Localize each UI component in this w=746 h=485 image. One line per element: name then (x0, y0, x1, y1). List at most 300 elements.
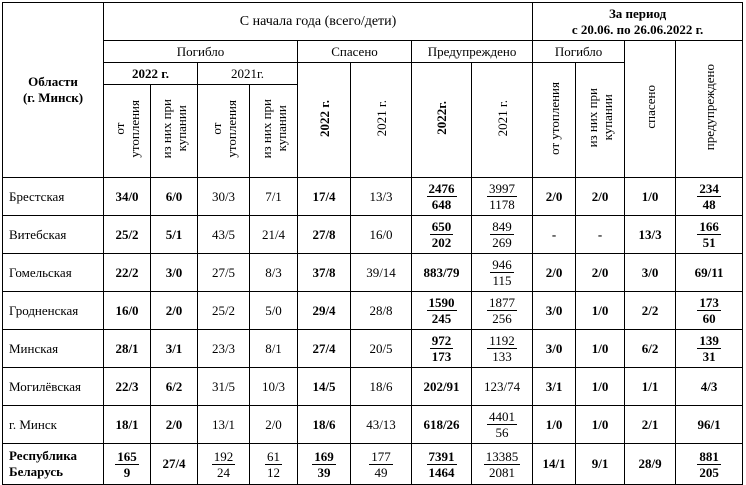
total-region-cell (3, 444, 104, 485)
data-cell (351, 406, 412, 444)
fraction-numerator: 972 (431, 333, 452, 348)
cell-value: 28/8 (369, 302, 393, 318)
data-cell (576, 254, 625, 292)
region-cell (3, 216, 104, 254)
region-header (3, 3, 104, 178)
data-cell (298, 178, 351, 216)
data-cell (576, 178, 625, 216)
fraction-numerator: 946 (492, 257, 512, 272)
data-cell (533, 216, 576, 254)
region-name: Могилёвская (9, 378, 81, 394)
data-cell (250, 216, 298, 254)
cell-value: 1/0 (591, 416, 609, 432)
cell-value: 2/2 (641, 302, 659, 318)
drown-period-header (533, 63, 576, 178)
fraction-numerator: 169 (314, 448, 334, 464)
died-label: Погибло (176, 43, 225, 59)
data-cell (625, 330, 676, 368)
total-cell (298, 444, 351, 485)
fraction-value (697, 333, 721, 364)
data-cell (533, 292, 576, 330)
data-cell (351, 292, 412, 330)
total-cell (625, 444, 676, 485)
prevented-header (412, 41, 533, 63)
fraction-value (265, 449, 282, 480)
data-cell (298, 330, 351, 368)
data-cell (351, 216, 412, 254)
cell-value: 18/6 (312, 416, 336, 432)
data-cell (151, 178, 198, 216)
cell-value: 27/5 (211, 264, 236, 280)
fraction-value (697, 449, 721, 480)
cell-value: 27/4 (162, 456, 186, 471)
data-cell (676, 292, 743, 330)
data-cell (351, 330, 412, 368)
cell-value: 43/13 (366, 416, 396, 432)
died-header (104, 41, 298, 63)
cell-value: 30/3 (211, 188, 236, 204)
drown-2022-label: от утопления (112, 100, 142, 158)
cell-value: 37/8 (312, 264, 336, 280)
total-cell (676, 444, 743, 485)
region-name: Минская (9, 340, 59, 356)
bathing-period-label: из них при купании (585, 88, 616, 148)
data-cell (625, 216, 676, 254)
bathing-2021-header (250, 85, 298, 178)
fraction-denominator: 48 (702, 197, 716, 212)
fraction-denominator: 49 (374, 464, 388, 480)
cell-value: 31/5 (211, 378, 236, 394)
fraction-value (427, 295, 457, 326)
fraction-value (212, 449, 236, 480)
data-cell (412, 368, 472, 406)
data-cell (412, 406, 472, 444)
region-cell (3, 178, 104, 216)
data-cell (676, 216, 743, 254)
fraction-numerator: 1590 (428, 295, 455, 310)
data-cell (104, 330, 151, 368)
total-cell (576, 444, 625, 485)
data-cell (151, 330, 198, 368)
cell-value: 2/0 (545, 188, 563, 204)
data-cell (676, 406, 743, 444)
data-cell (412, 330, 472, 368)
total-cell (250, 444, 298, 485)
data-cell (250, 178, 298, 216)
data-cell (298, 406, 351, 444)
data-cell (576, 406, 625, 444)
table-row (3, 406, 743, 444)
fraction-value (427, 181, 457, 212)
data-cell (151, 216, 198, 254)
total-cell (472, 444, 533, 485)
fraction-value (487, 409, 517, 440)
data-cell (250, 292, 298, 330)
cell-value: 2/0 (165, 416, 183, 432)
cell-value: 20/5 (369, 340, 393, 356)
table-row (3, 368, 743, 406)
fraction-value (484, 449, 521, 480)
fraction-numerator: 849 (492, 219, 512, 234)
fraction-denominator: 256 (492, 311, 512, 326)
cell-value: 2/0 (165, 302, 183, 318)
data-cell (412, 292, 472, 330)
fraction-denominator: 56 (495, 425, 509, 440)
data-cell (298, 216, 351, 254)
cell-value: 1/0 (545, 416, 563, 432)
data-cell (472, 368, 533, 406)
data-cell (198, 254, 250, 292)
data-cell (104, 292, 151, 330)
data-cell (104, 406, 151, 444)
table-row (3, 254, 743, 292)
fraction-denominator: 173 (431, 349, 452, 364)
cell-value: 3/1 (165, 340, 183, 356)
cell-value: 14/1 (542, 456, 566, 471)
fraction-numerator: 4401 (489, 409, 516, 424)
region-name: Витебская (9, 226, 67, 242)
saved-2022-header (298, 63, 351, 178)
fraction-denominator: 245 (431, 311, 452, 326)
prevented-2022-header (412, 63, 472, 178)
table-body (3, 178, 743, 485)
data-cell (412, 178, 472, 216)
data-cell (198, 178, 250, 216)
fraction-denominator: 31 (702, 349, 716, 364)
cell-value: 27/8 (312, 226, 336, 242)
fraction-denominator: 60 (702, 311, 716, 326)
period-header (533, 3, 743, 41)
table-row (3, 292, 743, 330)
data-cell (412, 216, 472, 254)
fraction-value (697, 219, 721, 250)
cell-value: 69/11 (694, 264, 724, 280)
table-row (3, 330, 743, 368)
data-cell (472, 254, 533, 292)
data-cell (198, 368, 250, 406)
cell-value: 96/1 (697, 416, 721, 432)
saved-period-label: спасено (642, 85, 658, 129)
data-cell (676, 178, 743, 216)
region-name: Брестская (9, 188, 65, 204)
saved-2022-label: 2022 г. (316, 99, 332, 137)
cell-value: 3/0 (545, 302, 563, 318)
saved-label: Спасено (331, 43, 378, 59)
data-cell (250, 406, 298, 444)
cell-value: 1/1 (641, 378, 659, 394)
data-cell (625, 292, 676, 330)
total-cell (104, 444, 151, 485)
died-period-label: Погибло (554, 43, 603, 59)
died-2021-header (198, 63, 298, 85)
data-cell (198, 292, 250, 330)
fraction-value (487, 333, 517, 364)
fraction-denominator: 133 (492, 349, 512, 364)
cell-value: 3/0 (165, 264, 183, 280)
region-name: Гродненская (9, 302, 79, 318)
died-period-header (533, 41, 625, 63)
cell-value: 5/1 (165, 226, 183, 242)
data-cell (533, 406, 576, 444)
fraction-value (115, 449, 139, 480)
cell-value: 883/79 (423, 264, 460, 280)
fraction-numerator: 177 (371, 448, 391, 464)
cell-value: 17/4 (312, 188, 336, 204)
cell-value: 14/5 (312, 378, 336, 394)
data-cell (198, 216, 250, 254)
prevented-period-header (676, 41, 743, 178)
cell-value: 2/0 (545, 264, 563, 280)
data-cell (104, 178, 151, 216)
data-cell (104, 368, 151, 406)
cell-value: 21/4 (261, 226, 286, 242)
data-cell (351, 178, 412, 216)
data-cell (576, 368, 625, 406)
data-cell (472, 330, 533, 368)
cell-value: 618/26 (423, 416, 460, 432)
fraction-numerator: 139 (699, 333, 719, 348)
cell-value: 6/2 (641, 340, 659, 356)
data-cell (472, 216, 533, 254)
fraction-value (430, 219, 454, 250)
fraction-denominator: 202 (431, 235, 452, 250)
cell-value: 34/0 (115, 188, 139, 204)
data-cell (151, 406, 198, 444)
cell-value: 6/0 (165, 188, 183, 204)
cell-value: 1/0 (641, 188, 659, 204)
region-cell (3, 330, 104, 368)
data-cell (625, 254, 676, 292)
cell-value: 16/0 (369, 226, 393, 242)
cell-value: 43/5 (211, 226, 236, 242)
data-cell (676, 254, 743, 292)
total-cell (151, 444, 198, 485)
data-cell (412, 254, 472, 292)
data-cell (625, 368, 676, 406)
total-cell (351, 444, 412, 485)
data-cell (298, 368, 351, 406)
data-cell (198, 406, 250, 444)
cell-value: 8/1 (265, 340, 282, 356)
fraction-value (490, 219, 514, 250)
fraction-numerator: 3997 (489, 181, 516, 196)
died-2021-label: 2021г. (230, 65, 265, 81)
fraction-denominator: 2081 (489, 464, 516, 480)
fraction-numerator: 7391 (428, 448, 455, 464)
period-label: За период с 20.06. по 26.06.2022 г. (571, 5, 704, 37)
data-cell (472, 292, 533, 330)
fraction-numerator: 165 (117, 448, 137, 464)
region-name: Гомельская (9, 264, 72, 280)
cell-value: 2/0 (591, 264, 609, 280)
cell-value: 10/3 (261, 378, 286, 394)
data-cell (533, 254, 576, 292)
fraction-value (369, 449, 393, 480)
table-row (3, 216, 743, 254)
cell-value: 2/0 (265, 416, 282, 432)
region-cell (3, 254, 104, 292)
died-2022-label: 2022 г. (132, 65, 169, 81)
fraction-value (697, 181, 721, 212)
fraction-denominator: 9 (123, 464, 131, 480)
fraction-denominator: 205 (699, 464, 719, 480)
data-cell (298, 254, 351, 292)
cell-value: 13/1 (211, 416, 236, 432)
since-year-header (104, 3, 533, 41)
cell-value: 1/0 (591, 340, 609, 356)
fraction-value (487, 181, 517, 212)
region-cell (3, 368, 104, 406)
bathing-2022-header (151, 85, 198, 178)
data-cell (625, 406, 676, 444)
fraction-numerator: 166 (699, 219, 719, 234)
data-cell (104, 216, 151, 254)
data-cell (472, 178, 533, 216)
prevented-2022-label: 2022г. (434, 101, 449, 135)
fraction-value (312, 449, 336, 480)
cell-value: 25/2 (211, 302, 236, 318)
fraction-numerator: 2476 (428, 181, 455, 196)
data-cell (250, 254, 298, 292)
data-cell (250, 368, 298, 406)
region-cell (3, 292, 104, 330)
fraction-numerator: 13385 (485, 448, 519, 464)
cell-value: 7/1 (265, 188, 282, 204)
saved-2021-header (351, 63, 412, 178)
region-cell (3, 406, 104, 444)
cell-value: 27/4 (312, 340, 336, 356)
cell-value: 123/74 (483, 378, 521, 394)
fraction-denominator: 1464 (428, 464, 455, 480)
fraction-denominator: 1178 (489, 197, 515, 212)
fraction-numerator: 1877 (489, 295, 516, 310)
cell-value: 18/6 (369, 378, 393, 394)
data-cell (151, 368, 198, 406)
fraction-numerator: 881 (699, 448, 719, 464)
fraction-numerator: 173 (699, 295, 719, 310)
prevented-2021-header (472, 63, 533, 178)
cell-value: 2/1 (641, 416, 659, 432)
cell-value: 3/0 (545, 340, 563, 356)
cell-value: 28/9 (638, 456, 662, 471)
region-header-label: Области (г. Минск) (22, 74, 84, 105)
cell-value: 13/3 (638, 226, 662, 242)
fraction-denominator: 648 (431, 197, 452, 212)
drown-period-label: от утопления (546, 81, 562, 155)
fraction-numerator: 234 (699, 181, 719, 196)
data-cell (351, 254, 412, 292)
bathing-period-header (576, 63, 625, 178)
data-cell (104, 254, 151, 292)
data-cell (250, 330, 298, 368)
data-cell (151, 292, 198, 330)
fraction-numerator: 1192 (489, 333, 515, 348)
fraction-denominator: 269 (492, 235, 512, 250)
saved-period-header (625, 41, 676, 178)
cell-value: 28/1 (115, 340, 139, 356)
data-cell (198, 330, 250, 368)
cell-value: 8/3 (265, 264, 282, 280)
drown-2021-label: от утопления (208, 100, 239, 158)
total-row (3, 444, 743, 485)
data-cell (298, 292, 351, 330)
data-cell (625, 178, 676, 216)
data-cell (472, 406, 533, 444)
total-cell (533, 444, 576, 485)
cell-value: - (597, 226, 603, 242)
cell-value: 3/1 (545, 378, 563, 394)
data-cell (576, 216, 625, 254)
total-region-name: Республика Беларусь (9, 448, 78, 479)
cell-value: 9/1 (591, 456, 609, 471)
data-cell (576, 330, 625, 368)
saved-header (298, 41, 412, 63)
cell-value: 3/0 (641, 264, 659, 280)
data-cell (676, 368, 743, 406)
cell-value: 16/0 (115, 302, 139, 318)
cell-value: 18/1 (115, 416, 139, 432)
fraction-denominator: 39 (317, 464, 331, 480)
drown-2022-header (104, 85, 151, 178)
cell-value: - (551, 226, 557, 242)
cell-value: 22/2 (115, 264, 139, 280)
fraction-numerator: 650 (431, 219, 452, 234)
cell-value: 13/3 (369, 188, 393, 204)
cell-value: 25/2 (115, 226, 139, 242)
cell-value: 4/3 (700, 378, 718, 394)
fraction-denominator: 115 (492, 273, 512, 288)
since-year-label: С начала года (всего/дети) (239, 13, 397, 29)
fraction-numerator: 192 (213, 448, 234, 464)
bathing-2022-label: из них при купании (159, 99, 189, 159)
died-2022-header (104, 63, 198, 85)
cell-value: 29/4 (312, 302, 336, 318)
total-cell (198, 444, 250, 485)
prevented-label: Предупреждено (427, 43, 517, 59)
cell-value: 1/0 (591, 302, 609, 318)
fraction-denominator: 24 (217, 464, 230, 480)
data-cell (676, 330, 743, 368)
data-cell (151, 254, 198, 292)
cell-value: 23/3 (211, 340, 236, 356)
fraction-value (430, 333, 454, 364)
fraction-value (490, 257, 514, 288)
fraction-value (697, 295, 721, 326)
region-name: г. Минск (9, 416, 57, 432)
cell-value: 39/14 (366, 264, 396, 280)
total-cell (412, 444, 472, 485)
fraction-value (427, 449, 457, 480)
bathing-2021-label: из них при купании (258, 99, 289, 159)
fraction-value (487, 295, 517, 326)
table-row (3, 178, 743, 216)
cell-value: 1/0 (591, 378, 609, 394)
fraction-numerator: 61 (267, 448, 280, 464)
cell-value: 5/0 (265, 302, 282, 318)
fraction-denominator: 51 (702, 235, 716, 250)
data-cell (533, 368, 576, 406)
cell-value: 202/91 (423, 378, 460, 394)
data-cell (533, 178, 576, 216)
drowning-statistics-table (2, 2, 743, 485)
prevented-period-label: предупреждено (701, 63, 717, 151)
cell-value: 22/3 (115, 378, 139, 394)
saved-2021-label: 2021 г. (373, 99, 389, 137)
prevented-2021-label: 2021 г. (494, 99, 510, 137)
cell-value: 2/0 (591, 188, 609, 204)
fraction-denominator: 12 (267, 464, 280, 480)
cell-value: 6/2 (165, 378, 183, 394)
